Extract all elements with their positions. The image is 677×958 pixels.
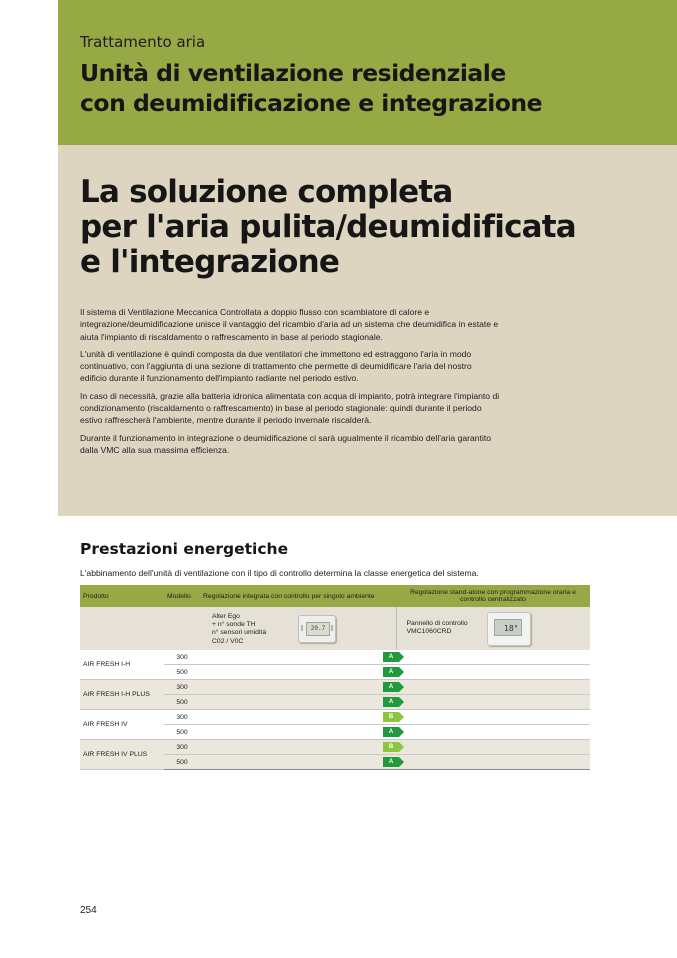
energy-class-arrow [399, 712, 404, 722]
table-row [80, 740, 590, 755]
header-model: Modello [164, 585, 200, 607]
table-row [80, 680, 590, 695]
control-panel-display: 18° [494, 619, 522, 636]
energy-class-badge [383, 682, 405, 692]
energy-class-label: A [383, 727, 399, 737]
energy-class-cell [200, 710, 590, 725]
energy-class-label: A [383, 697, 399, 707]
energy-class-cell [200, 695, 590, 710]
integrated-control-line: + n° sonde TH [212, 621, 256, 629]
section-subtitle: L'abbinamento dell'unità di ventilazione con il tipo di controllo determina la classe energetica del sistema. [80, 568, 479, 578]
energy-class-arrow [399, 652, 404, 662]
energy-class-badge [383, 727, 405, 737]
hero-title-line-3: e l'integrazione [80, 244, 340, 280]
performance-table [80, 585, 590, 770]
integrated-control-cell [200, 607, 396, 650]
table-header-row [80, 585, 590, 607]
integrated-control-line: n° sensori umidità [212, 629, 267, 637]
standalone-control-line: Pannello di controllo [406, 620, 468, 627]
energy-class-badge [383, 712, 405, 722]
energy-class-badge [383, 652, 405, 662]
header-product: Prodotto [80, 585, 164, 607]
integrated-control-line: Alter Ego [212, 613, 240, 620]
page-number: 254 [80, 905, 97, 916]
control-panel-device-image [487, 612, 531, 646]
energy-class-arrow [399, 682, 404, 692]
standalone-control-cell [396, 607, 590, 650]
energy-class-cell [200, 665, 590, 680]
energy-class-arrow [399, 697, 404, 707]
energy-class-label: A [383, 682, 399, 692]
model-value: 500 [164, 725, 200, 740]
thermostat-display: 20.7 [306, 622, 330, 636]
hero-title [80, 175, 660, 280]
control-row [80, 607, 590, 650]
model-value: 500 [164, 755, 200, 770]
page-title-line-1: Unità di ventilazione residenziale [80, 59, 506, 87]
energy-class-cell [200, 680, 590, 695]
category-label: Trattamento aria [80, 33, 206, 51]
integrated-control-label [212, 613, 266, 646]
energy-class-arrow [399, 742, 404, 752]
energy-class-label: A [383, 757, 399, 767]
energy-class-arrow [399, 727, 404, 737]
energy-class-arrow [399, 757, 404, 767]
model-value: 300 [164, 650, 200, 665]
energy-class-label: A [383, 667, 399, 677]
intro-paragraph-3: In caso di necessità, grazie alla batteria idronica alimentata con acqua di impianto, potrà integrare l'impianto di condizionamento (riscaldamento o raffrescamento) in base al periodo stagionale: quindi durante il periodo estivo raffrescherà l'ambiente, mentre durante il periodo invernale riscalderà. [80, 390, 500, 426]
model-value: 500 [164, 695, 200, 710]
hero-title-line-1: La soluzione completa [80, 174, 453, 210]
control-row-empty [164, 607, 200, 650]
energy-class-badge [383, 742, 405, 752]
product-name: AIR FRESH IV PLUS [80, 740, 164, 770]
standalone-control-label [407, 620, 468, 636]
energy-class-arrow [399, 667, 404, 677]
model-value: 300 [164, 740, 200, 755]
energy-class-label: B [383, 712, 399, 722]
header-standalone: Regolazione stand-alone con programmazione oraria e controllo centralizzato [396, 585, 590, 607]
product-name: AIR FRESH I-H [80, 650, 164, 680]
intro-paragraph-1: Il sistema di Ventilazione Meccanica Controllata a doppio flusso con scambiatore di calore e integrazione/deumidificazione unisce il vantaggio del ricambio d'aria ad un sistema che deumidifica in estate e aiuta l'impianto di riscaldamento o raffrescamento in base al periodo stagionale. [80, 307, 499, 342]
product-name: AIR FRESH I-H PLUS [80, 680, 164, 710]
integrated-control-line: C02 / V0C [212, 637, 244, 645]
page-title [80, 58, 660, 118]
control-row-empty [80, 607, 164, 650]
energy-class-label: B [383, 742, 399, 752]
table-row [80, 710, 590, 725]
table-row [80, 650, 590, 665]
energy-class-cell [200, 650, 590, 665]
section-title: Prestazioni energetiche [80, 540, 289, 558]
intro-text [80, 306, 500, 461]
model-value: 300 [164, 710, 200, 725]
model-value: 500 [164, 665, 200, 680]
energy-class-badge [383, 757, 405, 767]
intro-paragraph-2: L'unità di ventilazione è quindi composta da due ventilatori che immettono ed estraggono l'aria in modo continuativo, con l'aggiunta di una sezione di trattamento che permette di deumidificare l'aria del nostro edificio durante il funzionamento dell'impianto radiante nel periodo estivo. [80, 348, 472, 384]
header-integrated: Regolazione integrata con controllo per singolo ambiente [200, 585, 396, 607]
hero-title-line-2: per l'aria pulita/deumidificata [80, 209, 576, 245]
standalone-control-line: VMC1060CRD [406, 628, 452, 636]
energy-class-badge [383, 667, 405, 677]
energy-class-badge [383, 697, 405, 707]
thermostat-device-image [298, 615, 336, 643]
energy-class-cell [200, 725, 590, 740]
energy-class-cell [200, 755, 590, 770]
energy-class-label: A [383, 652, 399, 662]
product-name: AIR FRESH IV [80, 710, 164, 740]
intro-paragraph-4: Durante il funzionamento in integrazione o deumidificazione ci sarà ugualmente il ricambio dell'aria garantito dalla VMC alla sua massima efficienza. [80, 432, 492, 455]
energy-class-cell [200, 740, 590, 755]
model-value: 300 [164, 680, 200, 695]
page-title-line-2: con deumidificazione e integrazione [80, 89, 543, 117]
